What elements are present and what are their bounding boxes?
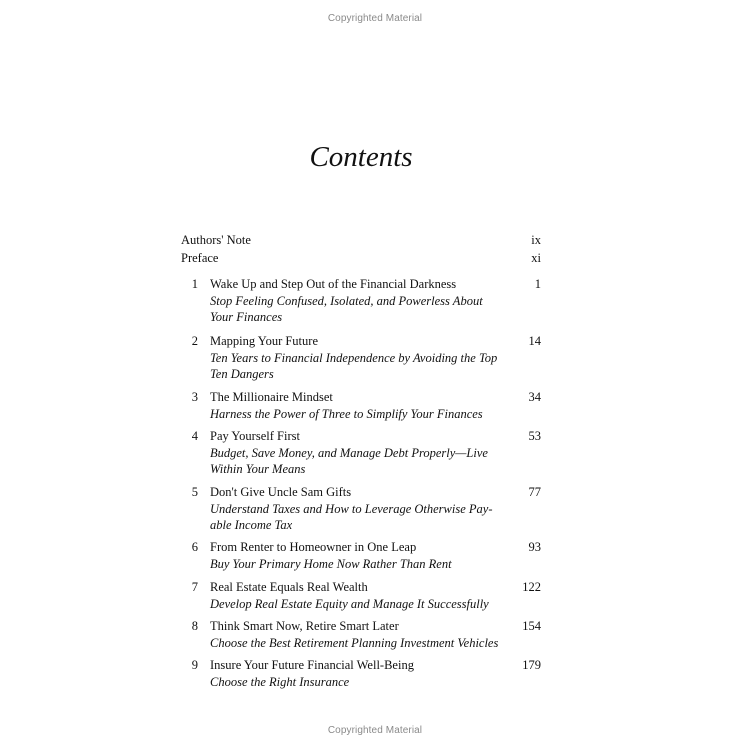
chapter-number: 3 [191, 390, 198, 404]
chapter-subtitle-cont: Within Your Means [210, 462, 306, 476]
chapter-subtitle: Buy Your Primary Home Now Rather Than Rent [210, 556, 452, 571]
front-matter-label: Authors' Note [181, 233, 251, 247]
chapter-title: Mapping Your Future [210, 334, 318, 348]
page-title: Contents [309, 141, 413, 173]
chapter-subtitle-cont: Your Finances [210, 310, 283, 324]
chapter-title: From Renter to Homeowner in One Leap [210, 540, 417, 554]
chapter-page: 122 [522, 580, 541, 594]
chapter-page: 179 [522, 658, 541, 672]
chapter-subtitle-cont: able Income Tax [210, 518, 293, 532]
front-matter-page: ix [531, 233, 541, 247]
chapter-number: 5 [191, 485, 198, 499]
chapter-title: Insure Your Future Financial Well-Being [210, 658, 414, 672]
chapter-title: Think Smart Now, Retire Smart Later [210, 619, 399, 633]
front-matter-page: xi [531, 251, 541, 265]
watermark-top: Copyrighted Material [327, 13, 423, 24]
chapter-subtitle: Ten Years to Financial Independence by Avoiding the Top [210, 350, 498, 365]
chapter-number: 2 [191, 334, 198, 348]
chapter-text [210, 539, 510, 572]
chapter-subtitle: Develop Real Estate Equity and Manage It Successfully [210, 596, 489, 611]
chapter-number: 7 [191, 580, 198, 594]
chapter-number: 8 [191, 619, 198, 633]
chapter-text [210, 276, 510, 326]
chapter-title: Real Estate Equals Real Wealth [210, 580, 368, 594]
chapter-page: 154 [522, 619, 541, 633]
chapter-subtitle: Harness the Power of Three to Simplify Your Finances [210, 406, 483, 421]
chapter-subtitle: Stop Feeling Confused, Isolated, and Powerless About [210, 293, 483, 308]
chapter-text [210, 333, 510, 383]
chapter-text [210, 428, 510, 478]
chapter-page: 77 [528, 485, 541, 499]
chapter-text [210, 618, 510, 651]
chapter-page: 93 [528, 540, 541, 554]
chapter-page: 53 [528, 429, 541, 443]
chapter-page: 34 [528, 390, 541, 404]
chapter-page: 14 [528, 334, 541, 348]
front-matter-label: Preface [181, 251, 219, 265]
chapter-number: 6 [191, 540, 198, 554]
chapter-text [210, 484, 510, 534]
chapter-subtitle-cont: Ten Dangers [210, 367, 274, 381]
chapter-title: Pay Yourself First [210, 429, 300, 443]
chapter-subtitle: Understand Taxes and How to Leverage Otherwise Pay- [210, 501, 493, 516]
chapter-subtitle: Budget, Save Money, and Manage Debt Properly—Live [210, 445, 488, 460]
chapter-title: Don't Give Uncle Sam Gifts [210, 485, 352, 499]
chapter-subtitle: Choose the Right Insurance [210, 674, 350, 689]
chapter-text [210, 389, 510, 422]
chapter-number: 4 [191, 429, 198, 443]
chapter-number: 9 [191, 658, 198, 672]
chapter-text [210, 579, 510, 612]
chapter-number: 1 [191, 277, 198, 291]
watermark-bottom: Copyrighted Material [327, 725, 423, 736]
chapter-page: 1 [534, 277, 541, 291]
chapter-text [210, 657, 510, 690]
chapter-title: The Millionaire Mindset [210, 390, 333, 404]
chapter-title: Wake Up and Step Out of the Financial Darkness [210, 277, 457, 291]
chapter-subtitle: Choose the Best Retirement Planning Investment Vehicles [210, 635, 499, 650]
